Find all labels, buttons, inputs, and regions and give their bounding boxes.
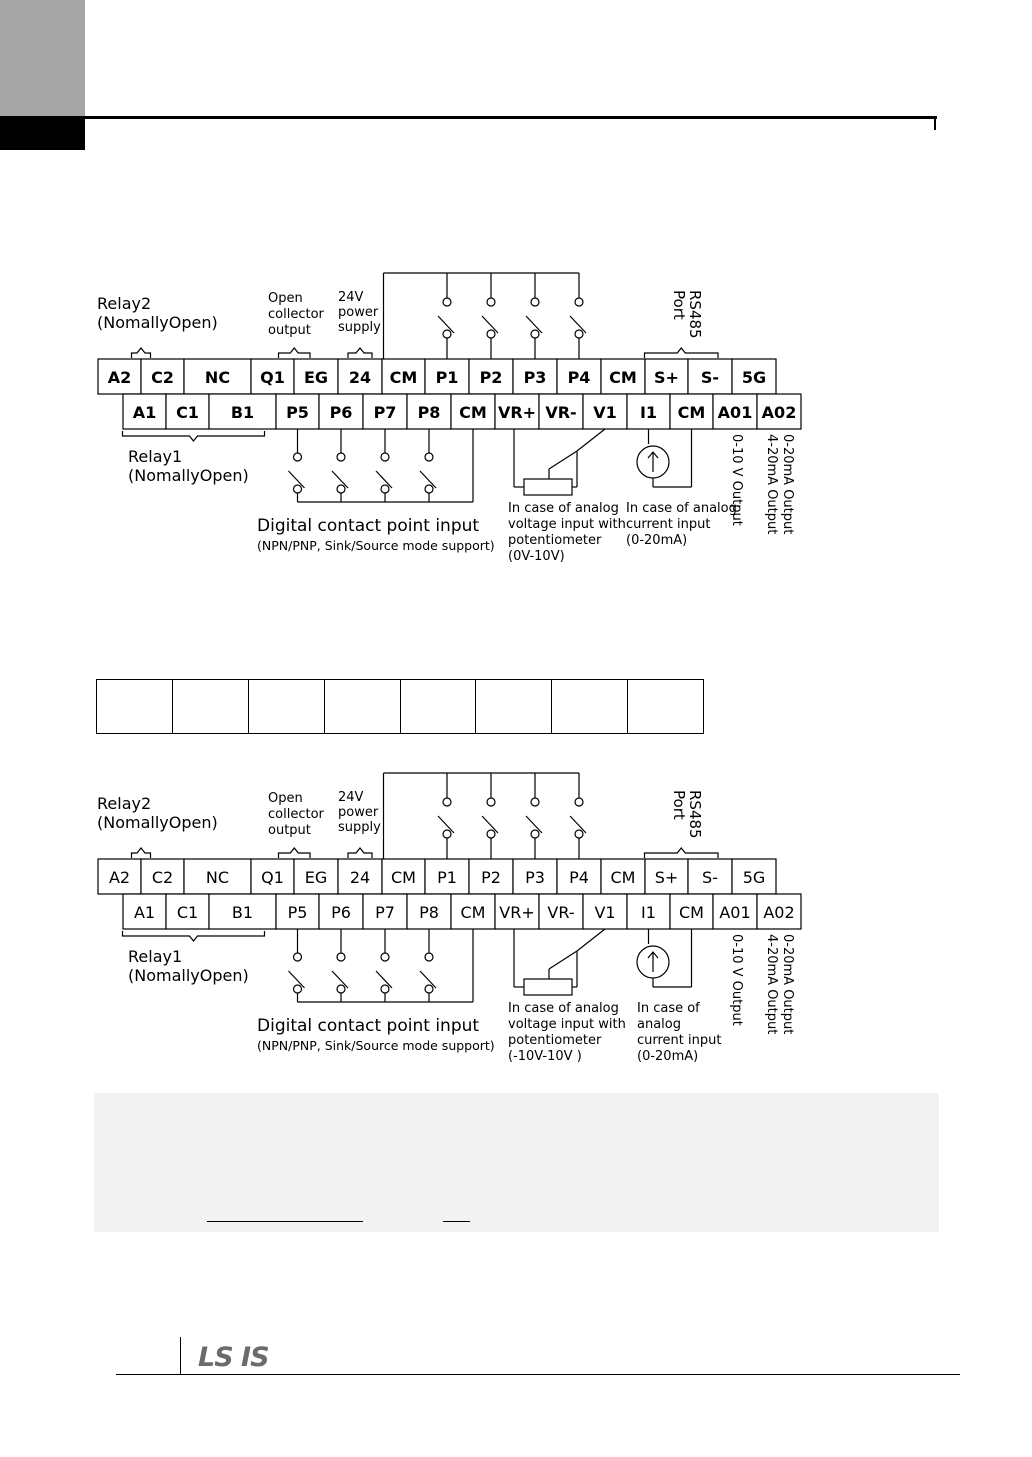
relay2-label: Relay2	[97, 794, 152, 813]
power-label: power	[338, 305, 379, 320]
power-label: power	[338, 805, 379, 820]
relay1-mode: (NomallyOpen)	[128, 466, 249, 485]
digital-input-title: Digital contact point input	[257, 516, 480, 536]
a01-output-label: 0-10 V Output	[729, 434, 744, 526]
contact-p4-terminal	[575, 330, 583, 338]
open-collector-label: Open	[268, 791, 303, 806]
contact-p3-terminal	[531, 798, 539, 806]
analog-current-label: (0-20mA)	[637, 1049, 699, 1064]
terminal-label-P3: P3	[523, 368, 547, 387]
terminal-label-CM: CM	[389, 368, 418, 387]
terminal-label-P7: P7	[373, 403, 397, 422]
terminal-label-CM: CM	[677, 403, 706, 422]
terminal-label-A02: A02	[763, 903, 795, 922]
terminal-label-P2: P2	[481, 868, 501, 887]
contact-p2-terminal	[487, 798, 495, 806]
open-collector-bracket	[279, 848, 311, 858]
open-collector-label: collector	[268, 307, 324, 322]
relay2-bracket	[132, 348, 151, 358]
note-underline	[207, 1221, 363, 1222]
terminal-label-C2: C2	[151, 868, 174, 887]
terminal-label-P6: P6	[329, 403, 353, 422]
contact-p5-terminal	[294, 985, 302, 993]
relay1-mode: (NomallyOpen)	[128, 966, 249, 985]
terminal-label-P8: P8	[419, 903, 439, 922]
analog-voltage-label: potentiometer	[508, 1033, 602, 1048]
terminal-label-C2: C2	[151, 368, 174, 387]
contact-p8-terminal	[425, 953, 433, 961]
open-collector-label: output	[268, 323, 311, 338]
contact-p2-terminal	[487, 830, 495, 838]
open-collector-label: collector	[268, 807, 324, 822]
potentiometer	[524, 479, 572, 495]
contact-p3-terminal	[531, 330, 539, 338]
terminal-label-S+: S+	[654, 368, 679, 387]
terminal-label-A2: A2	[108, 868, 131, 887]
terminal-label-5G: 5G	[741, 368, 767, 387]
contact-p6-terminal	[337, 485, 345, 493]
terminal-label-NC: NC	[205, 868, 230, 887]
a02-output-label: 4-20mA Output	[764, 934, 779, 1035]
footer-rule	[116, 1374, 960, 1375]
terminal-label-P5: P5	[286, 403, 309, 422]
terminal-label-A1: A1	[132, 403, 157, 422]
analog-current-label: current input	[637, 1033, 722, 1048]
a01-output-label: 0-10 V Output	[729, 934, 744, 1026]
contact-p1-terminal	[443, 798, 451, 806]
rs485-label: Port	[670, 290, 688, 320]
contact-p3-terminal	[531, 830, 539, 838]
rs485-bracket	[645, 348, 719, 358]
terminal-label-EG: EG	[304, 868, 328, 887]
analog-current-label: In case of analog	[626, 501, 737, 516]
footer-divider	[180, 1337, 181, 1374]
terminal-label-P4: P4	[567, 368, 591, 387]
contact-p6-terminal	[337, 453, 345, 461]
terminal-label-P1: P1	[437, 868, 457, 887]
terminal-label-I1: I1	[639, 403, 658, 422]
terminal-label-VR-: VR-	[545, 403, 577, 422]
terminal-label-Q1: Q1	[261, 868, 284, 887]
terminal-label-CM: CM	[460, 903, 486, 922]
rs485-bracket	[645, 848, 719, 858]
contact-p8-terminal	[425, 985, 433, 993]
terminal-label-A2: A2	[107, 368, 132, 387]
terminal-label-Q1: Q1	[260, 368, 285, 387]
note-underline	[443, 1221, 470, 1222]
power-bracket	[348, 348, 372, 358]
open-collector-bracket	[279, 348, 311, 358]
power-label: 24V	[338, 790, 364, 805]
terminal-label-24: 24	[348, 368, 372, 387]
terminal-label-P5: P5	[287, 903, 308, 922]
terminal-label-CM: CM	[459, 403, 487, 422]
a02-output-label: 0-20mA Output	[780, 434, 795, 535]
contact-p1-terminal	[443, 830, 451, 838]
terminal-diagram-2	[0, 500, 1032, 1100]
a02-output-label: 4-20mA Output	[764, 434, 779, 535]
analog-current-label: In case of	[637, 1001, 700, 1016]
terminal-label-C1: C1	[176, 903, 199, 922]
analog-voltage-label: In case of analog	[508, 1001, 619, 1016]
terminal-label-B1: B1	[230, 403, 255, 422]
terminal-label-V1: V1	[594, 903, 616, 922]
relay1-bracket	[123, 431, 265, 441]
digital-input-subtitle: (NPN/PNP, Sink/Source mode support)	[257, 538, 495, 553]
contact-p6-terminal	[337, 985, 345, 993]
contact-p5-terminal	[294, 485, 302, 493]
terminal-label-P3: P3	[525, 868, 545, 887]
contact-p2-terminal	[487, 298, 495, 306]
terminal-label-A01: A01	[719, 903, 751, 922]
contact-p4-terminal	[575, 798, 583, 806]
terminal-label-CM: CM	[391, 868, 416, 887]
relay1-bracket	[123, 931, 265, 941]
power-label: supply	[338, 820, 381, 835]
terminal-label-A1: A1	[133, 903, 156, 922]
relay2-mode: (NomallyOpen)	[97, 313, 218, 332]
a02-output-label: 0-20mA Output	[780, 934, 795, 1035]
ls-is-logo	[182, 1338, 292, 1374]
terminal-label-CM: CM	[610, 868, 636, 887]
terminal-label-V1: V1	[593, 403, 617, 422]
pot-wiper	[549, 951, 577, 969]
note-box	[94, 1093, 939, 1232]
terminal-label-P6: P6	[331, 903, 351, 922]
terminal-label-CM: CM	[679, 903, 704, 922]
relay2-label: Relay2	[97, 294, 152, 313]
analog-voltage-label: (0V-10V)	[508, 549, 565, 564]
contact-p1-terminal	[443, 330, 451, 338]
terminal-label-S+: S+	[654, 868, 679, 887]
analog-current-label: analog	[637, 1017, 681, 1032]
contact-p6-terminal	[337, 953, 345, 961]
terminal-label-I1: I1	[641, 903, 656, 922]
relay2-mode: (NomallyOpen)	[97, 813, 218, 832]
contact-p7-terminal	[381, 485, 389, 493]
terminal-label-P2: P2	[479, 368, 503, 387]
terminal-label-5G: 5G	[742, 868, 766, 887]
terminal-label-NC: NC	[204, 368, 231, 387]
terminal-label-24: 24	[349, 868, 371, 887]
open-collector-label: output	[268, 823, 311, 838]
contact-p1-terminal	[443, 298, 451, 306]
analog-voltage-label: In case of analog	[508, 501, 619, 516]
relay1-label: Relay1	[128, 947, 183, 966]
contact-p7-terminal	[381, 953, 389, 961]
contact-p3-terminal	[531, 298, 539, 306]
analog-voltage-label: potentiometer	[508, 533, 602, 548]
terminal-label-S-: S-	[702, 868, 718, 887]
pot-wiper	[577, 929, 605, 951]
rs485-label: Port	[670, 790, 688, 820]
power-label: 24V	[338, 290, 364, 305]
terminal-label-P1: P1	[435, 368, 459, 387]
terminal-label-P4: P4	[569, 868, 589, 887]
contact-p4-terminal	[575, 298, 583, 306]
analog-voltage-label: voltage input with	[508, 517, 626, 532]
analog-current-label: current input	[626, 517, 711, 532]
contact-p7-terminal	[381, 985, 389, 993]
terminal-label-S-: S-	[700, 368, 720, 387]
contact-p5-terminal	[294, 453, 302, 461]
contact-p5-terminal	[294, 953, 302, 961]
terminal-label-CM: CM	[609, 368, 637, 387]
terminal-label-B1: B1	[231, 903, 254, 922]
terminal-label-A02: A02	[761, 403, 797, 422]
logo-text: LS IS	[198, 1342, 269, 1373]
relay2-bracket	[132, 848, 151, 858]
potentiometer	[524, 979, 572, 995]
rs485-label: RS485	[686, 290, 704, 339]
pot-wiper	[577, 429, 605, 451]
power-label: supply	[338, 320, 381, 335]
digital-input-subtitle: (NPN/PNP, Sink/Source mode support)	[257, 1038, 495, 1053]
terminal-label-P8: P8	[417, 403, 441, 422]
contact-p8-terminal	[425, 453, 433, 461]
power-bracket	[348, 848, 372, 858]
relay1-label: Relay1	[128, 447, 183, 466]
digital-input-title: Digital contact point input	[257, 1016, 480, 1036]
analog-voltage-label: (-10V-10V )	[508, 1049, 582, 1064]
terminal-label-P7: P7	[375, 903, 395, 922]
pot-wiper	[549, 451, 577, 469]
terminal-label-VR+: VR+	[499, 903, 535, 922]
contact-p4-terminal	[575, 830, 583, 838]
rs485-label: RS485	[686, 790, 704, 839]
terminal-label-C1: C1	[176, 403, 199, 422]
contact-p8-terminal	[425, 485, 433, 493]
open-collector-label: Open	[268, 291, 303, 306]
contact-p2-terminal	[487, 330, 495, 338]
terminal-label-VR-: VR-	[547, 903, 575, 922]
terminal-label-A01: A01	[717, 403, 753, 422]
terminal-label-VR+: VR+	[497, 403, 537, 422]
contact-p7-terminal	[381, 453, 389, 461]
analog-voltage-label: voltage input with	[508, 1017, 626, 1032]
analog-current-label: (0-20mA)	[626, 533, 688, 548]
terminal-label-EG: EG	[303, 368, 329, 387]
